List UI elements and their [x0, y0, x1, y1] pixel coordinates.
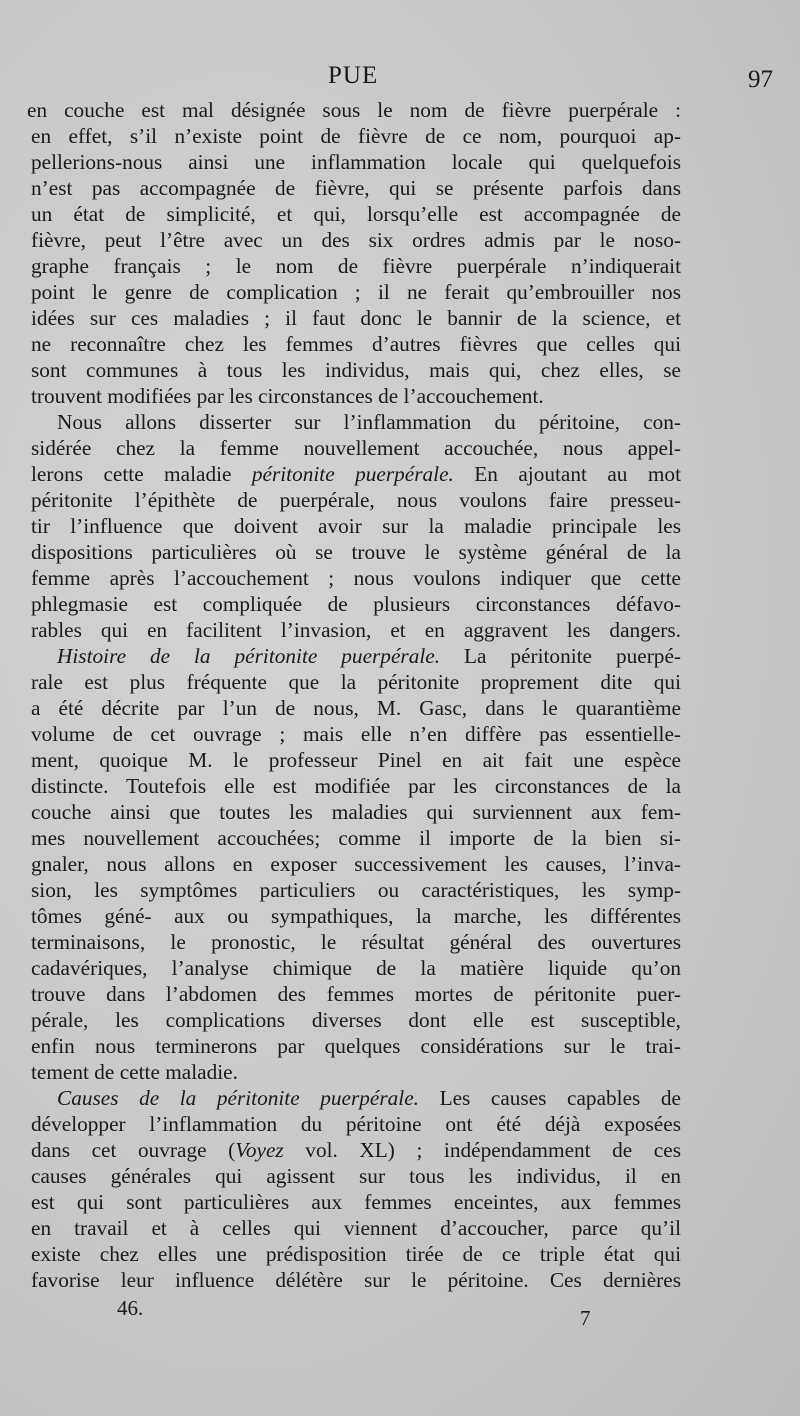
text-line: idées sur ces maladies ; il faut donc le bannir de la science, et	[31, 306, 681, 330]
text-line: dispositions particulières où se trouve le système général de la	[31, 540, 681, 564]
text-line: trouve dans l’abdomen des femmes mortes de péritonite puer-	[31, 982, 681, 1006]
text-line: graphe français ; le nom de fièvre puerpérale n’indiquerait	[31, 254, 681, 278]
text-line: sidérée chez la femme nouvellement accouchée, nous appel-	[31, 436, 681, 460]
text-line: péritonite l’épithète de puerpérale, nous voulons faire presseu-	[31, 488, 681, 512]
text-segment: vol. XL) ; indépendamment de ces	[283, 1138, 681, 1162]
gathering-number: 7	[580, 1306, 591, 1330]
italic-term: Voyez	[235, 1138, 284, 1162]
text-line: tement de cette maladie.	[31, 1060, 238, 1084]
text-line	[31, 1137, 681, 1163]
text-line	[31, 1085, 681, 1111]
text-segment: dans cet ouvrage (	[31, 1138, 236, 1162]
text-line: tir l’influence que doivent avoir sur la maladie principale les	[31, 514, 681, 538]
text-line: n’est pas accompagnée de fièvre, qui se présente parfois dans	[31, 176, 681, 200]
text-segment: Les causes capables de	[419, 1086, 681, 1110]
page-number: 97	[748, 66, 773, 93]
text-line: cadavériques, l’analyse chimique de la matière liquide qu’on	[31, 956, 681, 980]
text-line: trouvent modifiées par les circonstances de l’accouchement.	[31, 384, 544, 408]
text-line: en couche est mal désignée sous le nom de fièvre puerpérale :	[27, 98, 681, 122]
text-line: point le genre de complication ; il ne ferait qu’embrouiller nos	[31, 280, 681, 304]
text-segment: En ajoutant au mot	[453, 462, 681, 486]
page-header	[30, 62, 773, 98]
text-line: mes nouvellement accouchées; comme il importe de la bien si-	[31, 826, 681, 850]
text-line	[31, 643, 681, 669]
text-line: terminaisons, le pronostic, le résultat général des ouvertures	[31, 930, 681, 954]
text-line: ne reconnaître chez les femmes d’autres fièvres que celles qui	[31, 332, 681, 356]
text-line	[31, 461, 681, 487]
text-segment: La péritonite puerpé-	[440, 644, 681, 668]
text-line: un état de simplicité, et qui, lorsqu’elle est accompagnée de	[31, 202, 681, 226]
text-line: enfin nous terminerons par quelques considérations sur le trai-	[31, 1034, 681, 1058]
text-line: gnaler, nous allons en exposer successivement les causes, l’inva-	[31, 852, 681, 876]
signature-mark: 46.	[117, 1296, 144, 1320]
text-line: phlegmasie est compliquée de plusieurs circonstances défavo-	[31, 592, 681, 616]
text-line: pérale, les complications diverses dont elle est susceptible,	[31, 1008, 681, 1032]
text-line: ment, quoique M. le professeur Pinel en ait fait une espèce	[31, 748, 681, 772]
text-line: Nous allons disserter sur l’inflammation du péritoine, con-	[57, 410, 681, 434]
text-line: femme après l’accouchement ; nous voulons indiquer que cette	[31, 566, 681, 590]
text-line: favorise leur influence délétère sur le péritoine. Ces dernières	[31, 1268, 681, 1292]
text-line: couche ainsi que toutes les maladies qui surviennent aux fem-	[31, 800, 681, 824]
body-text	[27, 97, 681, 1293]
text-line: causes générales qui agissent sur tous les individus, il en	[31, 1164, 681, 1188]
text-line: sont communes à tous les individus, mais qui, chez elles, se	[31, 358, 681, 382]
text-line: distincte. Toutefois elle est modifiée par les circonstances de la	[31, 774, 681, 798]
text-line: a été décrite par l’un de nous, M. Gasc, dans le quarantième	[31, 696, 681, 720]
text-segment: lerons cette maladie	[31, 462, 252, 486]
text-line: existe chez elles une prédisposition tirée de ce triple état qui	[31, 1242, 681, 1266]
running-head: PUE	[328, 62, 379, 89]
italic-term: péritonite puerpérale.	[251, 462, 454, 486]
text-line: fièvre, peut l’être avec un des six ordres admis par le noso-	[31, 228, 681, 252]
text-line: est qui sont particulières aux femmes enceintes, aux femmes	[31, 1190, 681, 1214]
text-line: sion, les symptômes particuliers ou caractéristiques, les symp-	[31, 878, 681, 902]
text-line: en effet, s’il n’existe point de fièvre de ce nom, pourquoi ap-	[31, 124, 681, 148]
text-line: rables qui en facilitent l’invasion, et en aggravent les dangers.	[31, 618, 681, 642]
text-line: pellerions-nous ainsi une inflammation locale qui quelquefois	[31, 150, 681, 174]
text-line: rale est plus fréquente que la péritonite proprement dite qui	[31, 670, 681, 694]
section-heading: Causes de la péritonite puerpérale.	[57, 1086, 420, 1110]
section-heading: Histoire de la péritonite puerpérale.	[57, 644, 441, 668]
text-line: développer l’inflammation du péritoine ont été déjà exposées	[31, 1112, 681, 1136]
text-line: tômes géné- aux ou sympathiques, la marche, les différentes	[31, 904, 681, 928]
text-line: en travail et à celles qui viennent d’accoucher, parce qu’il	[31, 1216, 681, 1240]
text-line: volume de cet ouvrage ; mais elle n’en diffère pas essentielle-	[31, 722, 681, 746]
page-footer	[0, 1296, 800, 1336]
